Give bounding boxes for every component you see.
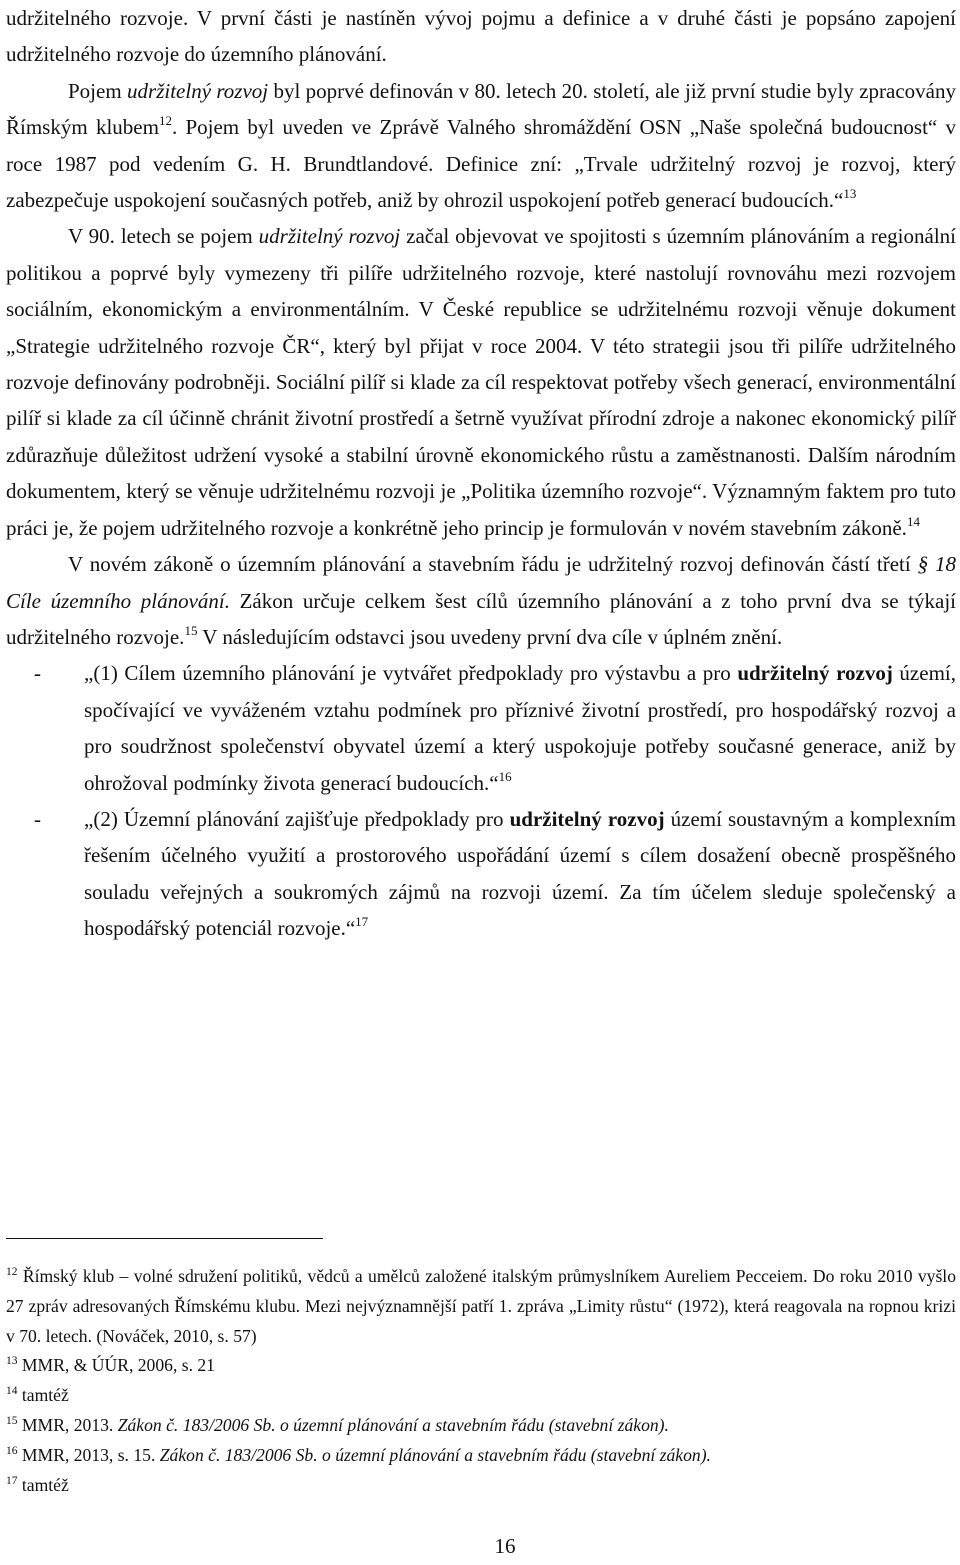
- footnote: [6, 1351, 956, 1381]
- paragraph-pillars: [6, 218, 956, 546]
- footnote-number: 13: [6, 1355, 18, 1368]
- goals-list: [6, 655, 956, 946]
- bold-term: udržitelný rozvoj: [509, 806, 665, 831]
- paragraph-text: byl poprvé definován v 80. letech 20. století, ale již první studie byly zpracovány Římským klubem: [6, 78, 956, 140]
- page-number: 16: [494, 1534, 516, 1558]
- footnote-number: 15: [6, 1414, 18, 1427]
- footnote-text: Římský klub – volné sdružení politiků, vědců a umělců založené italským průmyslníkem Aureliem Pecceiem. Do roku 2010 vyšlo 27 zpráv adresovaných Římskému klubu. Mezi nejvýznamnější patří 1. zpráva „Limity růstu“ (1972), která reagovala na ropnou krizi v 70. letech. (Nováček, 2010, s. 57): [6, 1266, 956, 1346]
- main-text: [6, 0, 956, 947]
- footnote-text: MMR, & ÚÚR, 2006, s. 21: [21, 1355, 215, 1376]
- footnote-ref[interactable]: 17: [355, 914, 369, 930]
- footnote: [6, 1471, 956, 1501]
- list-dash: -: [34, 806, 41, 831]
- italic-term: udržitelný rozvoj: [127, 78, 269, 103]
- footnote: [6, 1441, 956, 1471]
- footnote-separator: [6, 1238, 323, 1239]
- list-dash: -: [34, 661, 41, 686]
- paragraph-text: začal objevovat ve spojitosti s územním plánováním a regionální politikou a poprvé byly vymezeny tři pilíře udržitelného rozvoje, které nastolují rovnováhu mezi rozvojem sociálním, ekonomickým a environmentálním. V České republice se udržitelnému rozvoji věnuje dokument „Strategie udržitelného rozvoje ČR“, který byl přijat v roce 2004. V této strategii jsou tři pilíře udržitelného rozvoje definovány podrobněji. Sociální pilíř si klade za cíl respektovat potřeby všech generací, environmentální pilíř si klade za cíl účinně chránit životní prostředí a šetrně využívat přírodní zdroje a nakonec ekonomický pilíř zdůrazňuje důležitost udržení vysoké a stabilní úrovně ekonomického růstu a zaměstnanosti. Dalším národním dokumentem, který se věnuje udržitelnému rozvoji je „Politika územního rozvoje“. Významným faktem pro tuto práci je, že pojem udržitelného rozvoje a konkrétně jeho princip je formulován v novém stavebním zákoně.: [6, 224, 956, 540]
- bold-term: udržitelný rozvoj: [737, 661, 893, 686]
- footnote-text: MMR, 2013.: [21, 1414, 118, 1435]
- paragraph-text: V novém zákoně o územním plánování a stavebním řádu je udržitelný rozvoj definován částí třetí: [68, 552, 918, 577]
- footnote-italic: Zákon č. 183/2006 Sb. o územní plánování a stavebním řádu (stavební zákon).: [117, 1414, 669, 1435]
- list-item: [6, 655, 956, 801]
- paragraph-definition: [6, 73, 956, 219]
- footnote: [6, 1381, 956, 1411]
- italic-term: udržitelný rozvoj: [258, 224, 401, 249]
- italic-term: § 18 Cíle územního plánování.: [6, 552, 956, 613]
- footnote-text: tamtéž: [21, 1474, 69, 1495]
- paragraph-law: [6, 546, 956, 655]
- footnotes: [6, 1262, 956, 1500]
- footnote: [6, 1411, 956, 1441]
- footnote-number: 16: [6, 1444, 18, 1457]
- paragraph-text: Pojem: [68, 78, 128, 103]
- paragraph-text: V následujícím odstavci jsou uvedeny první dva cíle v úplném znění.: [197, 624, 783, 649]
- list-text: „(2) Územní plánování zajišťuje předpoklady pro: [84, 806, 510, 831]
- paragraph-text: Zákon určuje celkem šest cílů územního plánování a z toho první dva se týkají udržitelného rozvoje.: [6, 588, 956, 649]
- paragraph-text: V 90. letech se pojem: [68, 224, 259, 249]
- footnote-ref[interactable]: 16: [498, 768, 512, 784]
- list-text: „(1) Cílem územního plánování je vytvářet předpoklady pro výstavbu a pro: [84, 661, 738, 686]
- footnote-ref[interactable]: 15: [184, 622, 198, 638]
- paragraph-text: udržitelného rozvoje. V první části je nastíněn vývoj pojmu a definice a v druhé části je popsáno zapojení udržitelného rozvoje do územního plánování.: [6, 6, 956, 67]
- footnote-number: 17: [6, 1474, 18, 1487]
- list-text: území soustavným a komplexním řešením účelného využití a prostorového uspořádání území s cílem dosažení obecně prospěšného souladu veřejných a soukromých zájmů na rozvoji území. Za tím účelem sleduje společenský a hospodářský potenciál rozvoje.“: [84, 806, 957, 941]
- paragraph-intro: [6, 0, 956, 73]
- footnote-ref[interactable]: 14: [906, 513, 920, 529]
- footnote-italic: Zákon č. 183/2006 Sb. o územní plánování a stavebním řádu (stavební zákon).: [159, 1444, 711, 1465]
- list-text: území, spočívající ve vyváženém vztahu podmínek pro příznivé životní prostředí, pro hospodářský rozvoj a pro soudržnost společenství obyvatel území a který uspokojuje potřeby současné generace, aniž by ohrožoval podmínky života generací budoucích.“: [84, 661, 956, 795]
- footnote-number: 14: [6, 1385, 18, 1398]
- footnote-ref[interactable]: 13: [843, 186, 857, 202]
- footnote-ref[interactable]: 12: [158, 113, 172, 129]
- footnote-text: MMR, 2013, s. 15.: [21, 1444, 160, 1465]
- list-item: [6, 801, 956, 947]
- footnote-text: tamtéž: [21, 1385, 69, 1406]
- paragraph-text: . Pojem byl uveden ve Zprávě Valného shromáždění OSN „Naše společná budoucnost“ v roce 1987 pod vedením G. H. Brundtlandové. Definice zní: „Trvale udržitelný rozvoj je rozvoj, který zabezpečuje uspokojení současných potřeb, aniž by ohrozil uspokojení potřeb generací budoucích.“: [6, 115, 956, 213]
- footnote-number: 12: [6, 1266, 18, 1278]
- footnote: [6, 1262, 956, 1351]
